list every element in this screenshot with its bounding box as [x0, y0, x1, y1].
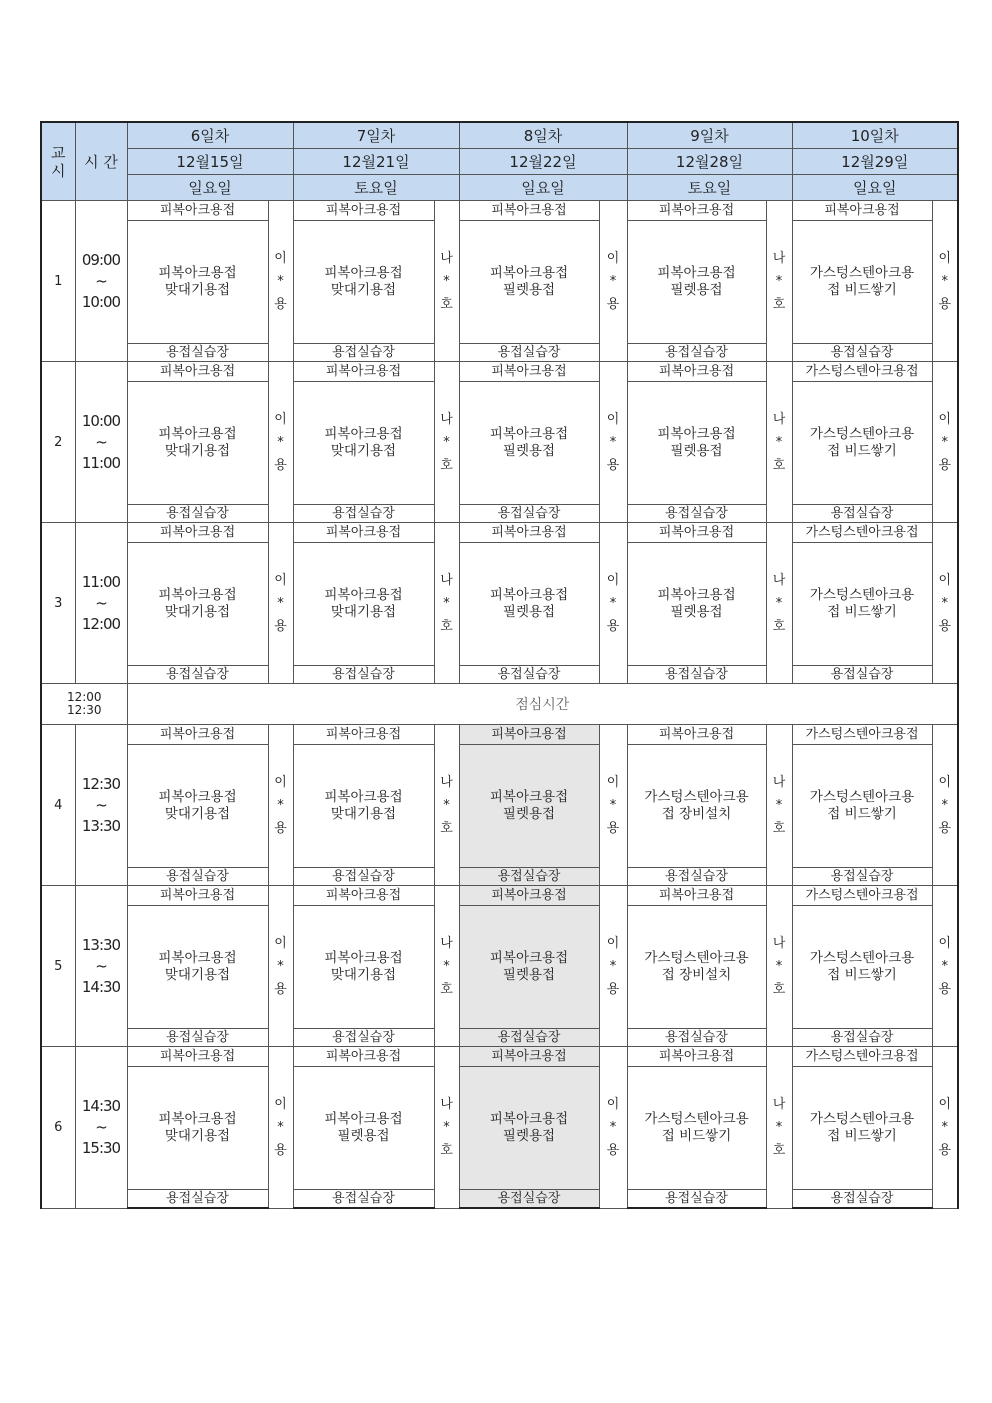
subject-topic: 피복아크용접: [459, 1047, 599, 1067]
lesson-content: 피복아크용접 맞대기용접: [127, 221, 268, 344]
lesson-location: 용접실습장: [792, 344, 932, 362]
lesson-content: 피복아크용접 필렛용접: [459, 543, 599, 666]
lesson-content: 피복아크용접 필렛용접: [293, 1067, 434, 1190]
subject-topic: 피복아크용접: [459, 725, 599, 745]
instructor-name: [766, 201, 792, 362]
lesson-location: 용접실습장: [127, 868, 268, 886]
lesson-content: 피복아크용접 필렛용접: [459, 1067, 599, 1190]
instructor-name: [268, 201, 293, 362]
weekday-label: 토요일: [293, 175, 459, 201]
lesson-location: 용접실습장: [293, 505, 434, 523]
instructor-name: [434, 725, 459, 886]
lesson-location: 용접실습장: [792, 1190, 932, 1209]
subject-topic: 피복아크용접: [127, 725, 268, 745]
subject-topic: 피복아크용접: [459, 201, 599, 221]
lesson-location: 용접실습장: [293, 344, 434, 362]
lesson-location: 용접실습장: [459, 1029, 599, 1047]
instructor-label: 이 * 용: [274, 935, 287, 997]
subject-topic: 가스텅스텐아크용접: [792, 725, 932, 745]
weekday-label: 일요일: [127, 175, 293, 201]
lesson-location: 용접실습장: [459, 344, 599, 362]
day-label: 9일차: [627, 122, 792, 149]
instructor-label: 나 * 호: [772, 411, 786, 473]
table-row: [41, 382, 958, 505]
lesson-content: 가스텅스텐아크용 접 비드쌓기: [792, 221, 932, 344]
instructor-name: [766, 725, 792, 886]
table-row: [41, 725, 958, 745]
period-number: 3: [41, 523, 75, 684]
header-row-weekday: [41, 175, 958, 201]
table-row: [41, 523, 958, 543]
subject-topic: 가스텅스텐아크용접: [792, 523, 932, 543]
table-row: [41, 868, 958, 886]
subject-topic: 피복아크용접: [293, 362, 434, 382]
instructor-name: [766, 1047, 792, 1209]
period-header: 교시: [41, 122, 75, 201]
lesson-content: 피복아크용접 필렛용접: [459, 906, 599, 1029]
table-row: [41, 666, 958, 684]
lesson-content: 피복아크용접 맞대기용접: [127, 382, 268, 505]
weekday-label: 일요일: [792, 175, 958, 201]
instructor-name: [599, 201, 627, 362]
instructor-label: 나 * 호: [440, 935, 453, 997]
lesson-location: 용접실습장: [459, 666, 599, 684]
lesson-location: 용접실습장: [792, 666, 932, 684]
period-number: 2: [41, 362, 75, 523]
lesson-content: 피복아크용접 필렛용접: [459, 745, 599, 868]
table-row: [41, 886, 958, 906]
subject-topic: 피복아크용접: [627, 523, 766, 543]
instructor-name: [599, 523, 627, 684]
lesson-content: 피복아크용접 필렛용접: [627, 382, 766, 505]
instructor-name: [268, 886, 293, 1047]
instructor-name: [932, 1047, 958, 1209]
instructor-label: 나 * 호: [440, 572, 453, 634]
instructor-label: 이 * 용: [606, 250, 620, 312]
instructor-name: [268, 523, 293, 684]
instructor-label: 이 * 용: [938, 1096, 952, 1158]
lesson-location: 용접실습장: [293, 868, 434, 886]
weekday-label: 토요일: [627, 175, 792, 201]
instructor-label: 나 * 호: [772, 1096, 786, 1158]
instructor-name: [766, 886, 792, 1047]
instructor-name: [434, 523, 459, 684]
instructor-label: 나 * 호: [440, 250, 453, 312]
time-range: 12:30 ~ 13:30: [75, 725, 127, 886]
instructor-label: 이 * 용: [938, 935, 952, 997]
date-label: 12월29일: [792, 149, 958, 175]
lesson-location: 용접실습장: [627, 1029, 766, 1047]
instructor-name: [434, 362, 459, 523]
subject-topic: 피복아크용접: [792, 201, 932, 221]
date-label: 12월21일: [293, 149, 459, 175]
instructor-label: 이 * 용: [274, 250, 287, 312]
subject-topic: 피복아크용접: [459, 362, 599, 382]
lesson-content: 피복아크용접 맞대기용접: [293, 382, 434, 505]
instructor-name: [766, 362, 792, 523]
instructor-name: [932, 201, 958, 362]
instructor-name: [599, 1047, 627, 1209]
lesson-location: 용접실습장: [792, 868, 932, 886]
instructor-label: 나 * 호: [772, 935, 786, 997]
table-row: [41, 1067, 958, 1190]
subject-topic: 피복아크용접: [127, 523, 268, 543]
instructor-label: 이 * 용: [274, 411, 287, 473]
lesson-content: 피복아크용접 필렛용접: [459, 382, 599, 505]
instructor-label: 이 * 용: [938, 250, 952, 312]
lunch-time: 12:00 12:30: [41, 684, 127, 725]
lesson-content: 피복아크용접 맞대기용접: [293, 906, 434, 1029]
subject-topic: 가스텅스텐아크용접: [792, 886, 932, 906]
lesson-location: 용접실습장: [127, 1190, 268, 1209]
instructor-name: [434, 886, 459, 1047]
instructor-name: [434, 1047, 459, 1209]
period-number: 5: [41, 886, 75, 1047]
time-range: 10:00 ~ 11:00: [75, 362, 127, 523]
subject-topic: 피복아크용접: [293, 725, 434, 745]
lesson-location: 용접실습장: [293, 666, 434, 684]
lesson-content: 피복아크용접 맞대기용접: [127, 543, 268, 666]
instructor-label: 나 * 호: [440, 1096, 453, 1158]
lesson-content: 피복아크용접 맞대기용접: [293, 745, 434, 868]
table-row: [41, 1029, 958, 1047]
instructor-label: 이 * 용: [606, 774, 620, 836]
lesson-location: 용접실습장: [293, 1190, 434, 1209]
lesson-content: 가스텅스텐아크용 접 비드쌓기: [792, 745, 932, 868]
instructor-name: [268, 362, 293, 523]
lesson-content: 가스텅스텐아크용 접 비드쌓기: [792, 543, 932, 666]
lesson-content: 피복아크용접 맞대기용접: [127, 745, 268, 868]
time-range: 09:00 ~ 10:00: [75, 201, 127, 362]
table-row: [41, 344, 958, 362]
instructor-label: 이 * 용: [606, 1096, 620, 1158]
date-label: 12월28일: [627, 149, 792, 175]
time-range: 14:30 ~ 15:30: [75, 1047, 127, 1209]
subject-topic: 피복아크용접: [627, 362, 766, 382]
lesson-content: 가스텅스텐아크용 접 비드쌓기: [627, 1067, 766, 1190]
lesson-location: 용접실습장: [127, 666, 268, 684]
subject-topic: 가스텅스텐아크용접: [792, 362, 932, 382]
lesson-location: 용접실습장: [792, 1029, 932, 1047]
header-row-date: [41, 149, 958, 175]
day-label: 7일차: [293, 122, 459, 149]
lesson-content: 피복아크용접 맞대기용접: [293, 221, 434, 344]
instructor-label: 이 * 용: [606, 411, 620, 473]
instructor-label: 나 * 호: [440, 411, 453, 473]
lesson-location: 용접실습장: [127, 344, 268, 362]
lesson-location: 용접실습장: [627, 1190, 766, 1209]
instructor-name: [766, 523, 792, 684]
time-range: 11:00 ~ 12:00: [75, 523, 127, 684]
subject-topic: 피복아크용접: [127, 362, 268, 382]
subject-topic: 피복아크용접: [127, 201, 268, 221]
subject-topic: 가스텅스텐아크용접: [792, 1047, 932, 1067]
table-row: [41, 1190, 958, 1209]
instructor-label: 이 * 용: [606, 572, 620, 634]
instructor-name: [268, 725, 293, 886]
lesson-location: 용접실습장: [459, 1190, 599, 1209]
subject-topic: 피복아크용접: [627, 886, 766, 906]
table-row: [41, 505, 958, 523]
weekday-label: 일요일: [459, 175, 627, 201]
lesson-location: 용접실습장: [627, 868, 766, 886]
subject-topic: 피복아크용접: [293, 1047, 434, 1067]
time-header: 시 간: [75, 122, 127, 201]
lesson-content: 가스텅스텐아크용 접 비드쌓기: [792, 1067, 932, 1190]
instructor-name: [932, 362, 958, 523]
lesson-content: 피복아크용접 맞대기용접: [127, 906, 268, 1029]
table-row: [41, 1047, 958, 1067]
period-number: 1: [41, 201, 75, 362]
table-row: [41, 745, 958, 868]
lesson-location: 용접실습장: [459, 868, 599, 886]
instructor-name: [932, 725, 958, 886]
instructor-name: [599, 362, 627, 523]
table-row: [41, 201, 958, 221]
lesson-content: 피복아크용접 필렛용접: [627, 221, 766, 344]
subject-topic: 피복아크용접: [627, 201, 766, 221]
schedule-table: [40, 121, 959, 1209]
instructor-label: 이 * 용: [274, 774, 287, 836]
lesson-content: 피복아크용접 필렛용접: [627, 543, 766, 666]
instructor-label: 이 * 용: [938, 774, 952, 836]
time-range: 13:30 ~ 14:30: [75, 886, 127, 1047]
period-number: 6: [41, 1047, 75, 1209]
instructor-label: 이 * 용: [274, 1096, 287, 1158]
lesson-location: 용접실습장: [627, 666, 766, 684]
header-row-day: [41, 122, 958, 149]
date-label: 12월15일: [127, 149, 293, 175]
lunch-row: [41, 684, 958, 725]
lesson-content: 가스텅스텐아크용 접 비드쌓기: [792, 906, 932, 1029]
subject-topic: 피복아크용접: [293, 201, 434, 221]
instructor-name: [599, 725, 627, 886]
instructor-label: 이 * 용: [938, 572, 952, 634]
subject-topic: 피복아크용접: [627, 1047, 766, 1067]
subject-topic: 피복아크용접: [293, 523, 434, 543]
lesson-content: 피복아크용접 맞대기용접: [127, 1067, 268, 1190]
instructor-name: [268, 1047, 293, 1209]
period-number: 4: [41, 725, 75, 886]
lesson-content: 가스텅스텐아크용 접 장비설치: [627, 745, 766, 868]
subject-topic: 피복아크용접: [627, 725, 766, 745]
instructor-name: [932, 523, 958, 684]
instructor-label: 나 * 호: [772, 774, 786, 836]
day-label: 10일차: [792, 122, 958, 149]
subject-topic: 피복아크용접: [459, 886, 599, 906]
date-label: 12월22일: [459, 149, 627, 175]
instructor-label: 이 * 용: [274, 572, 287, 634]
instructor-label: 나 * 호: [772, 250, 786, 312]
instructor-name: [932, 886, 958, 1047]
instructor-name: [599, 886, 627, 1047]
lesson-location: 용접실습장: [127, 1029, 268, 1047]
lesson-location: 용접실습장: [293, 1029, 434, 1047]
lunch-label: 점심시간: [127, 684, 958, 725]
table-row: [41, 906, 958, 1029]
subject-topic: 피복아크용접: [127, 886, 268, 906]
lesson-content: 피복아크용접 맞대기용접: [293, 543, 434, 666]
lesson-location: 용접실습장: [792, 505, 932, 523]
table-row: [41, 543, 958, 666]
instructor-name: [434, 201, 459, 362]
lesson-location: 용접실습장: [459, 505, 599, 523]
subject-topic: 피복아크용접: [127, 1047, 268, 1067]
instructor-label: 나 * 호: [772, 572, 786, 634]
lesson-content: 피복아크용접 필렛용접: [459, 221, 599, 344]
lesson-location: 용접실습장: [127, 505, 268, 523]
subject-topic: 피복아크용접: [459, 523, 599, 543]
table-row: [41, 362, 958, 382]
lesson-content: 가스텅스텐아크용 접 장비설치: [627, 906, 766, 1029]
instructor-label: 나 * 호: [440, 774, 453, 836]
day-label: 8일차: [459, 122, 627, 149]
lesson-location: 용접실습장: [627, 505, 766, 523]
instructor-label: 이 * 용: [606, 935, 620, 997]
instructor-label: 이 * 용: [938, 411, 952, 473]
day-label: 6일차: [127, 122, 293, 149]
lesson-content: 가스텅스텐아크용 접 비드쌓기: [792, 382, 932, 505]
subject-topic: 피복아크용접: [293, 886, 434, 906]
lesson-location: 용접실습장: [627, 344, 766, 362]
table-row: [41, 221, 958, 344]
